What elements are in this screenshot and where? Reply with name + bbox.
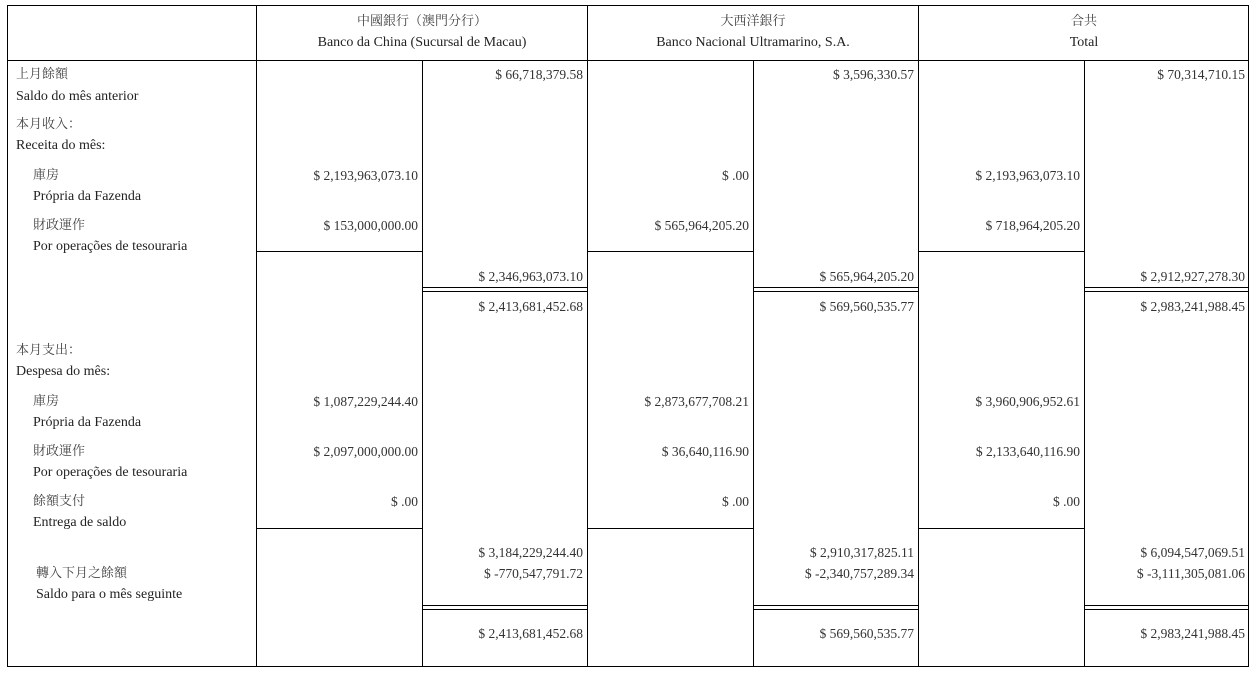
- label-exp-faz-pt: Própria da Fazenda: [33, 415, 142, 430]
- subcolumn-divider: [1084, 61, 1085, 667]
- label-exp-pt: Despesa do mês:: [16, 364, 111, 379]
- tot-final: $ 2,983,241,988.45: [1140, 626, 1245, 641]
- tot-exp-total: $ 6,094,547,069.51: [1140, 545, 1245, 560]
- bnu-rec-total: $ 565,964,205.20: [819, 269, 914, 284]
- label-rec-zh: 本月收入：: [16, 117, 82, 132]
- label-exp-tes-pt: Por operações de tesouraria: [33, 465, 188, 480]
- header-total: [919, 11, 1249, 53]
- header-total-pt: Total: [1069, 35, 1099, 50]
- subcolumn-divider: [422, 61, 423, 667]
- header-boc-zh: 中國銀行（澳門分行）: [356, 14, 487, 29]
- column-divider: [918, 5, 919, 667]
- label-rec-tes-pt: Por operações de tesouraria: [33, 239, 188, 254]
- bnu-exp-ent: $ .00: [722, 494, 749, 509]
- double-rule: [1084, 287, 1249, 288]
- bnu-rec-tes: $ 565,964,205.20: [654, 218, 749, 233]
- label-exp-zh: 本月支出：: [16, 343, 82, 358]
- bnu-prev: $ 3,596,330.57: [833, 67, 914, 82]
- double-rule: [422, 605, 587, 606]
- boc-exp-total: $ 3,184,229,244.40: [478, 545, 583, 560]
- header-bnu: [588, 11, 918, 53]
- label-rec-faz-zh: 庫房: [33, 168, 60, 183]
- tot-sum: $ 2,983,241,988.45: [1140, 299, 1245, 314]
- double-rule: [1084, 605, 1249, 606]
- subtotal-rule: [256, 251, 422, 252]
- bnu-sum: $ 569,560,535.77: [819, 299, 914, 314]
- double-rule: [753, 287, 918, 288]
- label-next-pt: Saldo para o mês seguinte: [36, 587, 183, 602]
- tot-exp-tes: $ 2,133,640,116.90: [975, 444, 1080, 459]
- label-rec-pt: Receita do mês:: [16, 138, 106, 153]
- double-rule: [1084, 609, 1249, 610]
- label-rec-faz-pt: Própria da Fazenda: [33, 189, 142, 204]
- double-rule: [422, 291, 587, 292]
- header-boc: [257, 11, 587, 53]
- label-exp-tes-zh: 財政運作: [33, 444, 86, 459]
- header-bnu-pt: Banco Nacional Ultramarino, S.A.: [656, 35, 850, 50]
- double-rule: [1084, 291, 1249, 292]
- statement-table: [7, 5, 1249, 667]
- label-prev-pt: Saldo do mês anterior: [16, 89, 139, 104]
- subcolumn-divider: [753, 61, 754, 667]
- header-boc-pt: Banco da China (Sucursal de Macau): [317, 35, 527, 50]
- boc-next: $ -770,547,791.72: [484, 566, 583, 581]
- tot-exp-ent: $ .00: [1053, 494, 1080, 509]
- boc-prev: $ 66,718,379.58: [495, 67, 583, 82]
- boc-sum: $ 2,413,681,452.68: [478, 299, 583, 314]
- bnu-rec-faz: $ .00: [722, 168, 749, 183]
- bnu-exp-tes: $ 36,640,116.90: [661, 444, 749, 459]
- subtotal-rule: [256, 528, 422, 529]
- tot-rec-faz: $ 2,193,963,073.10: [975, 168, 1080, 183]
- label-rec-tes-zh: 財政運作: [33, 218, 86, 233]
- label-exp-ent-pt: Entrega de saldo: [33, 515, 127, 530]
- column-divider: [587, 5, 588, 667]
- tot-rec-total: $ 2,912,927,278.30: [1140, 269, 1245, 284]
- boc-exp-faz: $ 1,087,229,244.40: [313, 394, 418, 409]
- double-rule: [422, 609, 587, 610]
- header-rule: [7, 60, 1249, 61]
- subtotal-rule: [918, 251, 1084, 252]
- subtotal-rule: [587, 528, 753, 529]
- column-divider: [256, 5, 257, 667]
- double-rule: [753, 291, 918, 292]
- subtotal-rule: [587, 251, 753, 252]
- boc-rec-total: $ 2,346,963,073.10: [478, 269, 583, 284]
- label-exp-faz-zh: 庫房: [33, 394, 60, 409]
- bnu-exp-faz: $ 2,873,677,708.21: [644, 394, 749, 409]
- bnu-next: $ -2,340,757,289.34: [804, 566, 914, 581]
- bnu-exp-total: $ 2,910,317,825.11: [809, 545, 914, 560]
- tot-rec-tes: $ 718,964,205.20: [985, 218, 1080, 233]
- boc-rec-faz: $ 2,193,963,073.10: [313, 168, 418, 183]
- boc-final: $ 2,413,681,452.68: [478, 626, 583, 641]
- bnu-final: $ 569,560,535.77: [819, 626, 914, 641]
- double-rule: [753, 605, 918, 606]
- header-bnu-zh: 大西洋銀行: [720, 14, 786, 29]
- boc-exp-tes: $ 2,097,000,000.00: [313, 444, 418, 459]
- boc-rec-tes: $ 153,000,000.00: [323, 218, 418, 233]
- double-rule: [422, 287, 587, 288]
- label-prev-zh: 上月餘額: [16, 67, 69, 82]
- boc-exp-ent: $ .00: [391, 494, 418, 509]
- tot-prev: $ 70,314,710.15: [1157, 67, 1245, 82]
- label-next-zh: 轉入下月之餘額: [36, 566, 128, 581]
- double-rule: [753, 609, 918, 610]
- tot-exp-faz: $ 3,960,906,952.61: [975, 394, 1080, 409]
- header-total-zh: 合共: [1070, 14, 1097, 29]
- label-exp-ent-zh: 餘額支付: [33, 494, 86, 509]
- subtotal-rule: [918, 528, 1084, 529]
- tot-next: $ -3,111,305,081.06: [1136, 566, 1245, 581]
